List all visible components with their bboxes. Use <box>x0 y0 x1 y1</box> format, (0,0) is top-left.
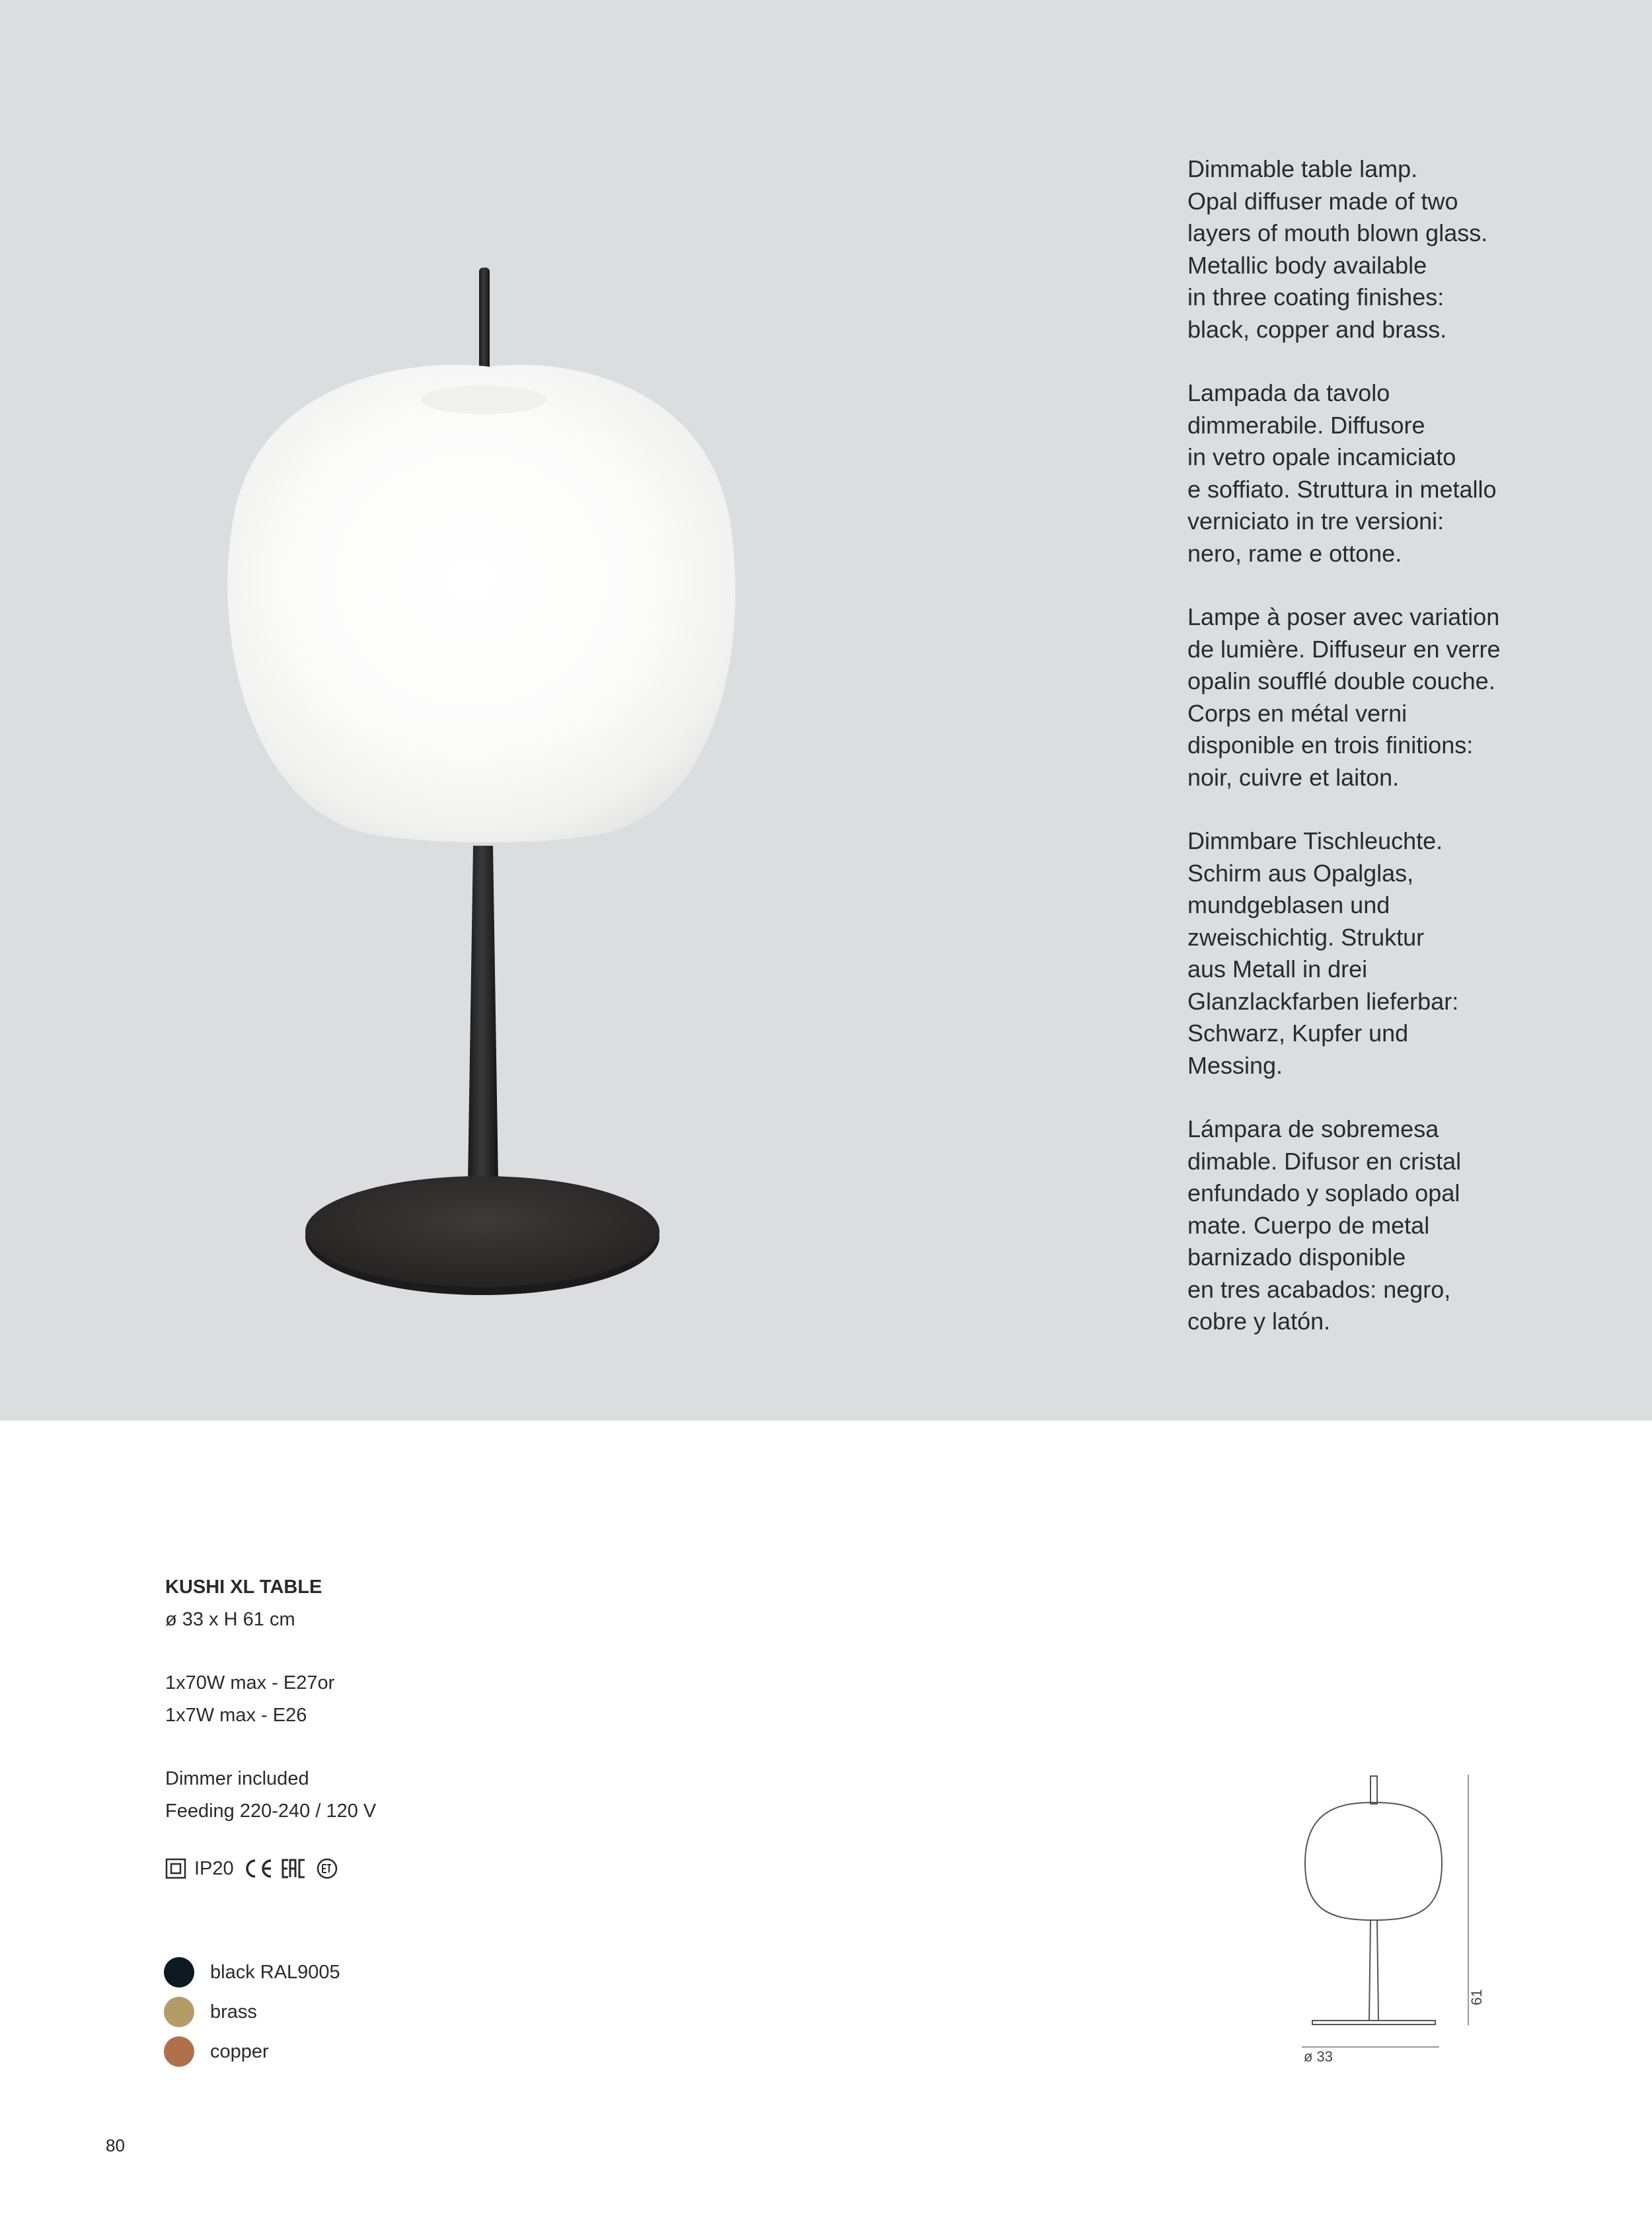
technical-drawing <box>1289 1771 1487 2081</box>
product-name: KUSHI XL TABLE <box>165 1577 322 1598</box>
lamp-shade-dimple <box>421 385 546 414</box>
description-text <box>1187 153 1637 1370</box>
finish-label: black RAL9005 <box>210 1961 340 1983</box>
lamp-stem <box>468 846 498 1183</box>
drawing-base <box>1312 2021 1435 2025</box>
height-label: 61 <box>1468 1989 1485 2005</box>
description-english: Dimmable table lamp. Opal diffuser made of two layers of mouth blown glass. Metallic body available in three coating finishes: black, copper and brass. <box>1187 155 1488 343</box>
description-spanish: Lámpara de sobremesa dimable. Difusor en cristal enfundado y soplado opal mate. Cuerpo de metal barnizado disponible en tres acabados: negro, cobre y latón. <box>1187 1115 1462 1335</box>
finish-label: copper <box>210 2040 269 2062</box>
bulb-spec-1: 1x70W max - E27or <box>165 1672 335 1693</box>
ip-rating: IP20 <box>194 1857 234 1879</box>
ce-mark-icon <box>242 1858 274 1879</box>
page-number: 80 <box>106 2136 125 2155</box>
finish-item <box>164 2036 340 2067</box>
etl-mark-icon <box>316 1857 338 1880</box>
drawing-stem <box>1369 1920 1378 2021</box>
feeding-info: Feeding 220-240 / 120 V <box>165 1800 377 1822</box>
finish-list <box>164 1957 340 2076</box>
lamp-glass-shade <box>227 365 735 842</box>
finish-swatch-brass <box>164 1997 194 2027</box>
finish-item <box>164 1957 340 1988</box>
finish-label: brass <box>210 2001 257 2023</box>
lamp-base <box>305 1176 659 1287</box>
drawing-shade <box>1305 1803 1442 1920</box>
finish-item <box>164 1997 340 2027</box>
dimmer-info: Dimmer included <box>165 1768 309 1789</box>
drawing-top-rod <box>1370 1776 1377 1804</box>
finish-swatch-black <box>164 1957 194 1988</box>
lamp-photo <box>185 258 780 1315</box>
product-dimensions: ø 33 x H 61 cm <box>165 1608 295 1630</box>
spec-block <box>165 1571 760 1859</box>
eac-mark-icon <box>282 1858 308 1879</box>
description-french: Lampe à poser avec variation de lumière. Diffuseur en verre opalin soufflé double couche. Corps en métal verni disponible en trois finitions: noir, cuivre et laiton. <box>1187 603 1501 791</box>
certifications <box>165 1855 338 1882</box>
description-italian: Lampada da tavolo dimmerabile. Diffusore in vetro opale incamiciato e soffiato. Struttura in metallo verniciato in tre versioni: nero, rame e ottone. <box>1187 379 1497 567</box>
diameter-label: ø 33 <box>1304 2048 1333 2065</box>
description-german: Dimmbare Tischleuchte. Schirm aus Opalglas, mundgeblasen und zweischichtig. Struktur aus Metall in drei Glanzlackfarben lieferbar: Schwarz, Kupfer und Messing. <box>1187 827 1459 1079</box>
double-insulation-icon <box>165 1858 186 1879</box>
bulb-spec-2: 1x7W max - E26 <box>165 1704 307 1726</box>
finish-swatch-copper <box>164 2036 194 2067</box>
